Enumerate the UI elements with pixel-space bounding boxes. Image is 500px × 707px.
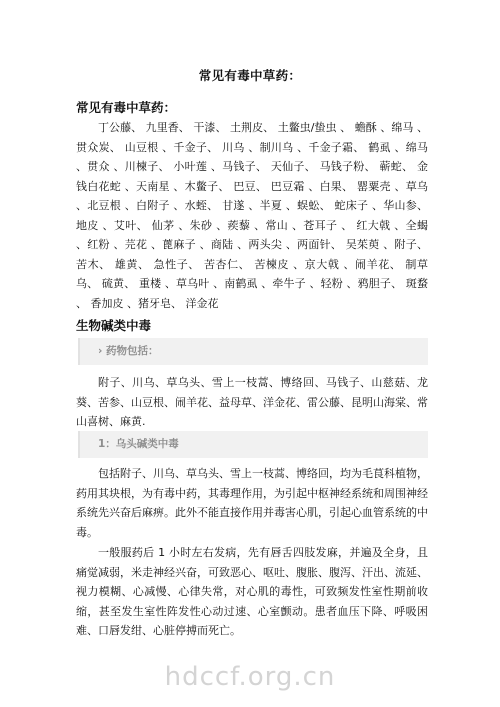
aconitine-description-paragraph: 包括附子、川乌、草乌头、雪上一枝蒿、博络回，均为毛茛科植物，药用其块根，为有毒中药，其毒理作用，为引起中枢神经系统和周围神经系统先兴奋后麻痹。此外不能直接作用并毒害心肌，引起心血管系统的中毒。 — [76, 467, 428, 539]
document-title: 常见有毒中草药： — [198, 68, 302, 83]
alkaloid-drug-list-paragraph: 附子、川乌、草乌头、雪上一枝蒿、博络回、马钱子、山慈菇、龙葵、苦参、山豆根、闹羊花、益母草、洋金花、雷公藤、昆明山海棠、常山喜树、麻黄. — [76, 376, 428, 428]
section-heading-alkaloid-poisoning: 生物碱类中毒 — [76, 318, 152, 333]
aconitine-subsection-label: 1：乌头碱类中毒 — [98, 438, 179, 450]
aconitine-symptoms-paragraph: 一般服药后 1 小时左右发病，先有唇舌四肢发麻，并遍及全身，且痛觉减弱，米走神经兴奋，可致恶心、呕吐、腹胀、腹泻、汗出、流延、视力模糊、心减慢、心律失常，对心肌的毒性，可致频发性室性期前收缩，甚至发生室性阵发性心动过速、心室颤动。患者血压下降、呼吸困难、口唇发绀、心脏停搏而死亡。 — [76, 546, 428, 637]
site-watermark: hdccf.org.cn — [164, 662, 336, 692]
aconitine-subsection-bar — [78, 431, 428, 458]
toxic-herb-list-paragraph: 丁公藤、 九里香、 干漆、 土荆皮、 土鳖虫/蛰虫 、 蟾酥 、绵马 、贯众炭、 山豆根 、千金子、 川乌 、制川乌 、千金子霜、 鹤虱 、绵马 、贯众 、川楝子、 小叶莲 、马钱子、 天仙子、 马钱子粉、 蕲蛇、 金钱白花蛇 、天南星 、木鳖子、 巴豆、 巴豆霜 、白果、 罂粟壳 、草乌 、北豆根 、白附子 、水蛭、 甘遂 、半夏 、蜈蚣、 蛇床子 、华山参、 地皮 、艾叶、 仙茅 、朱砂 、蒺藜 、常山 、苍耳子 、 红大戟 、全蝎 、红粉 、芫花 、蓖麻子 、商陆 、两头尖 、两面针、 吴茱萸 、附子、 苦木、 雄黄、 急性子、 苦杏仁、 苦楝皮 、京大戟 、闹羊花、 制草乌、 硫黄、 重楼 、草乌叶 、南鹤虱 、牵牛子 、轻粉 、鸦胆子、 斑蝥 、 香加皮 、猪牙皂、 洋金花 — [76, 121, 428, 310]
drug-list-callout-label: › 药物包括： — [98, 345, 159, 357]
drug-list-callout-bar — [78, 338, 428, 365]
section-heading-toxic-herbs: 常见有毒中草药： — [76, 100, 177, 115]
